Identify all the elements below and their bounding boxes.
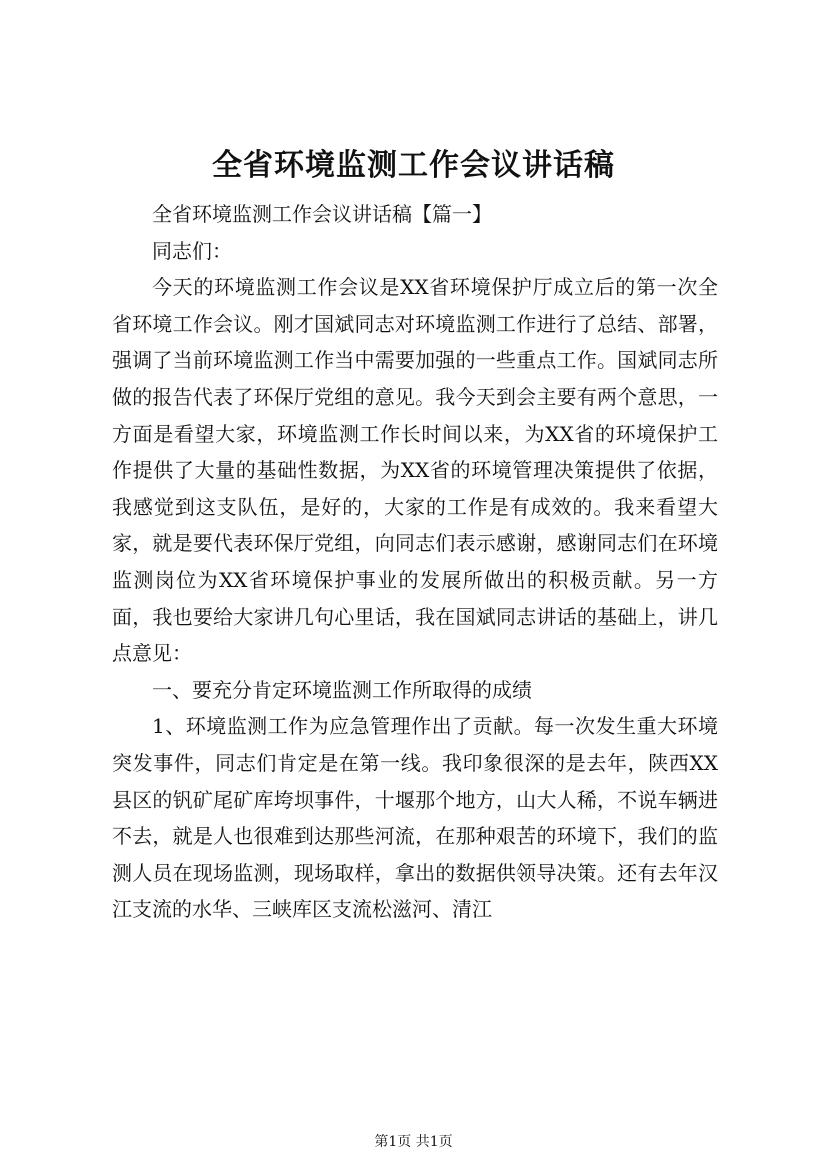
section-heading: 全省环境监测工作会议讲话稿【篇一】: [152, 202, 492, 226]
body-paragraph: 1、环境监测工作为应急管理作出了贡献。每一次发生重大环境突发事件，同志们肯定是在第一线。我印象很深的是去年，陕西XX县区的钒矿尾矿库垮坝事件，十堰那个地方，山大人稀，不说车辆进不去，就是人也很难到达那些河流，在那种艰苦的环境下，我们的监测人员在现场监测，现场取样，拿出的数据供领导决策。还有去年汉江支流的水华、三峡库区支流松滋河、清江: [112, 714, 718, 922]
subsection-heading: 一、要充分肯定环境监测工作所取得的成绩: [152, 677, 532, 702]
document-title: 全省环境监测工作会议讲话稿: [212, 148, 615, 183]
body-paragraph: 今天的环境监测工作会议是XX省环境保护厅成立后的第一次全省环境工作会议。刚才国斌同志对环境监测工作进行了总结、部署，强调了当前环境监测工作当中需要加强的一些重点工作。国斌同志所做的报告代表了环保厅党组的意见。我今天到会主要有两个意思，一方面是看望大家，环境监测工作长时间以来，为XX省的环境保护工作提供了大量的基础性数据，为XX省的环境管理决策提供了依据，我感觉到这支队伍，是好的，大家的工作是有成效的。我来看望大家，就是要代表环保厅党组，向同志们表示感谢，感谢同志们在环境监测岗位为XX省环境保护事业的发展所做出的积极贡献。另一方面，我也要给大家讲几句心里话，我在国斌同志讲话的基础上，讲几点意见：: [112, 275, 718, 666]
salutation: 同志们：: [152, 238, 232, 263]
document-body: [112, 196, 718, 928]
page-footer: 第1页 共1页: [374, 1134, 453, 1150]
